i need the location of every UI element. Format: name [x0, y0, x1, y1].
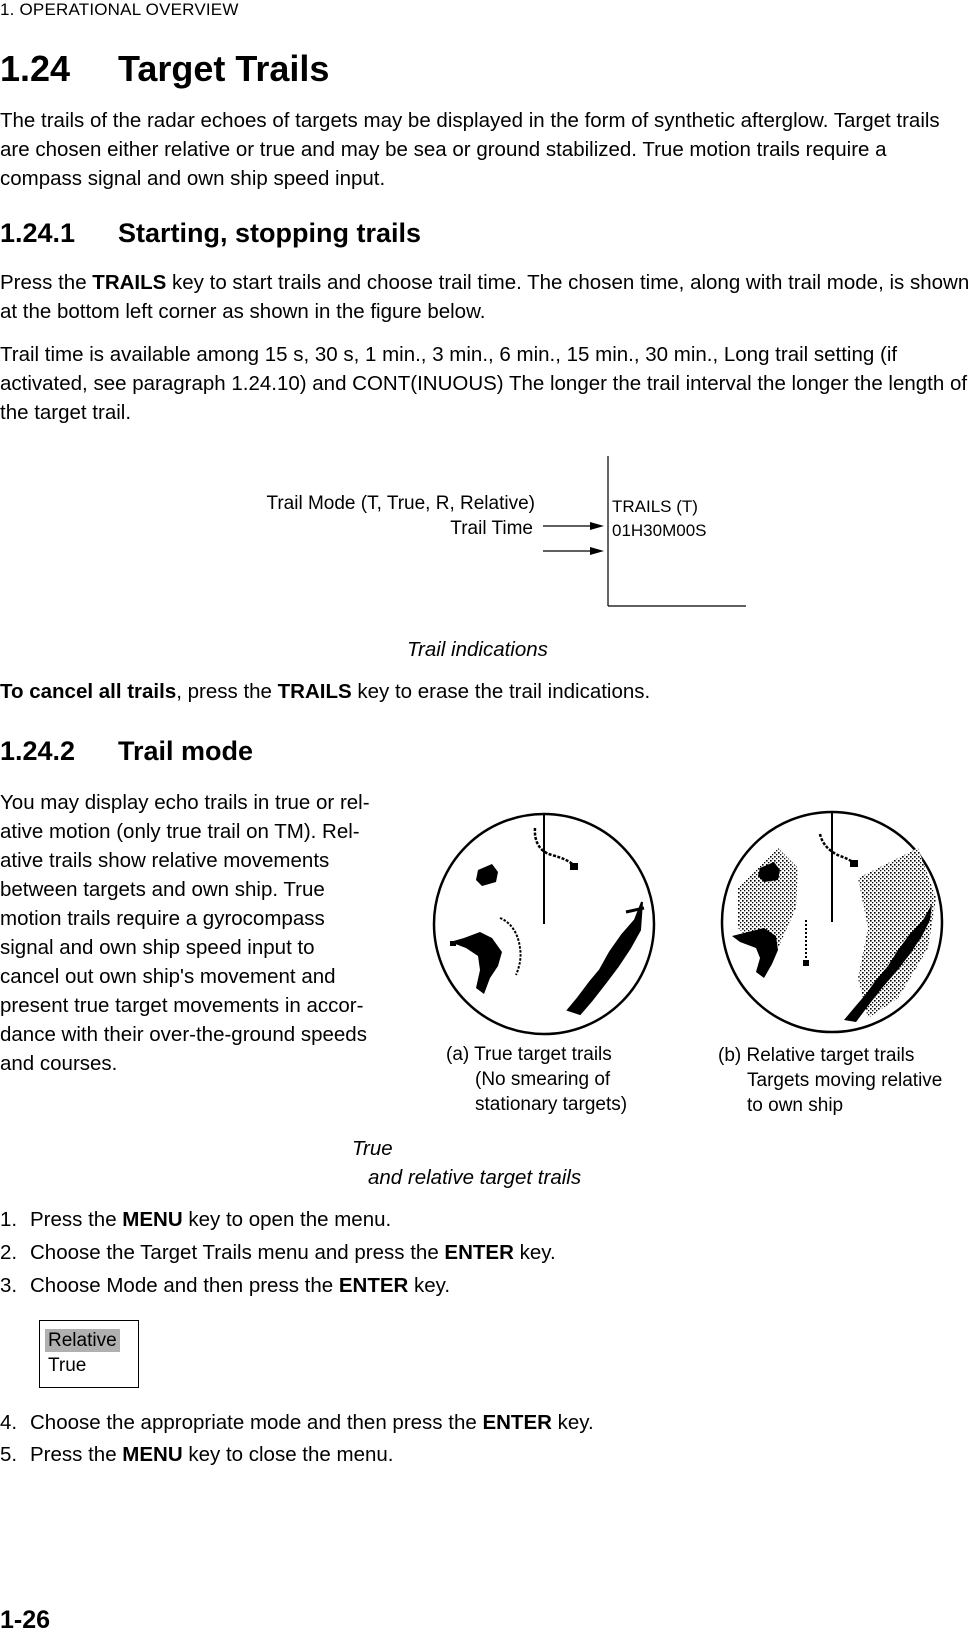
subsection-2-heading: [0, 736, 253, 767]
text-run: key.: [551, 1411, 594, 1434]
radar-relative-trails-illustration: [718, 808, 946, 1036]
text-run: key.: [513, 1241, 556, 1264]
body-line: signal and own ship speed input to: [0, 936, 315, 959]
body-line: cancel out own ship's movement and: [0, 965, 336, 988]
figure-label-line: (No smearing of: [475, 1069, 611, 1090]
text-run: key to start trails and choose trail time. The chosen time, along with trail mode, is shown at the bottom left corner as shown in the figure below.: [0, 271, 969, 323]
step-item: [0, 1208, 391, 1232]
trail-indications-figure: [0, 430, 969, 610]
trail-mode-menu: [39, 1320, 139, 1388]
trails-key-paragraph: [0, 268, 969, 326]
figure-label-line: stationary targets): [475, 1094, 628, 1115]
body-line: between targets and own ship. True: [0, 878, 325, 901]
cancel-trails-paragraph: [0, 677, 969, 706]
menu-option-true[interactable]: True: [48, 1355, 87, 1376]
figure-label-line: to own ship: [747, 1095, 844, 1116]
step-number: 3.: [0, 1274, 18, 1297]
intro-paragraph: The trails of the radar echoes of targets may be displayed in the form of synthetic afterglow. Target trails are chosen either relative or true and may be sea or ground stabilized. True motion trails require a compass signal and own ship speed input.: [0, 109, 940, 190]
figure-label-line: Targets moving relative: [747, 1070, 943, 1091]
text-run: , press the: [176, 680, 278, 703]
key-name: ENTER: [444, 1241, 514, 1264]
trail-mode-label: Trail Mode (T, True, R, Relative): [266, 493, 535, 514]
target-echo: [803, 960, 809, 966]
mode-arrow-icon: [590, 522, 604, 530]
key-name: MENU: [122, 1443, 183, 1466]
bold-lead: To cancel all trails: [0, 680, 177, 703]
figure-caption-line-1: True: [352, 1137, 393, 1160]
step-number: 4.: [0, 1411, 18, 1434]
figure-label-line: (a) True target trails: [446, 1044, 612, 1065]
step-number: 5.: [0, 1443, 18, 1466]
text-run: Press the: [0, 271, 93, 294]
radar-true-trails-illustration: [430, 810, 658, 1038]
trail-time-label: Trail Time: [450, 518, 533, 539]
section-title: [0, 48, 329, 90]
running-head: 1. OPERATIONAL OVERVIEW: [0, 0, 239, 19]
section-number: 1.24: [0, 48, 71, 89]
text-run: key.: [408, 1274, 451, 1297]
subsection-1-heading: [0, 218, 421, 249]
key-name: MENU: [122, 1208, 183, 1231]
key-name: ENTER: [482, 1411, 552, 1434]
step-item: [0, 1411, 594, 1435]
body-line: and courses.: [0, 1052, 118, 1075]
target-echo: [570, 863, 578, 870]
trail-time-paragraph: Trail time is available among 15 s, 30 s, 1 min., 3 min., 6 min., 15 min., 30 min., Long trail setting (if activated, see paragraph 1.24.10) and CONT(INUOUS) The longer the trail interval the longer the length of the target trail.: [0, 343, 968, 424]
key-name: TRAILS: [92, 271, 167, 294]
step-number: 1.: [0, 1208, 18, 1231]
text-run: key to open the menu.: [182, 1208, 392, 1231]
target-echo: [850, 860, 858, 867]
figure-label-true-trails: [446, 1042, 627, 1117]
body-line: ative motion (only true trail on TM). Rel-: [0, 820, 360, 843]
subsection-1-title: Starting, stopping trails: [118, 218, 422, 248]
figure-label-relative-trails: [718, 1043, 942, 1118]
step-number: 2.: [0, 1241, 18, 1264]
trail-mode-body: [0, 788, 415, 1078]
key-name: ENTER: [338, 1274, 409, 1297]
time-arrow-icon: [590, 547, 604, 555]
text-run: key to erase the trail indications.: [351, 680, 651, 703]
text-run: Choose Mode and then press the: [30, 1274, 339, 1297]
page-number: 1-26: [0, 1606, 51, 1634]
trails-mode-readout: TRAILS (T): [612, 497, 698, 516]
menu-option-relative[interactable]: Relative: [45, 1329, 120, 1352]
step-item: [0, 1274, 450, 1298]
body-line: You may display echo trails in true or rel-: [0, 791, 370, 814]
text-run: key to close the menu.: [182, 1443, 394, 1466]
subsection-2-title: Trail mode: [118, 736, 254, 766]
trails-time-readout: 01H30M00S: [612, 521, 707, 540]
subsection-2-number: 1.24.2: [0, 736, 76, 766]
text-run: Choose the appropriate mode and then press the: [30, 1411, 483, 1434]
subsection-1-number: 1.24.1: [0, 218, 76, 248]
key-name: TRAILS: [277, 680, 352, 703]
text-run: Choose the Target Trails menu and press the: [30, 1241, 445, 1264]
text-run: Press the: [30, 1443, 123, 1466]
step-item: [0, 1443, 393, 1467]
body-line: motion trails require a gyrocompass: [0, 907, 325, 930]
figure-caption-line-2: and relative target trails: [368, 1166, 582, 1189]
section-title-text: Target Trails: [118, 48, 330, 89]
body-line: dance with their over-the-ground speeds: [0, 1023, 367, 1046]
figure-caption-trail-indications: Trail indications: [407, 638, 548, 661]
text-run: Press the: [30, 1208, 123, 1231]
figure-label-line: (b) Relative target trails: [718, 1045, 915, 1066]
body-line: ative trails show relative movements: [0, 849, 330, 872]
step-item: [0, 1241, 556, 1265]
target-echo: [450, 941, 456, 946]
body-line: present true target movements in accor-: [0, 994, 364, 1017]
